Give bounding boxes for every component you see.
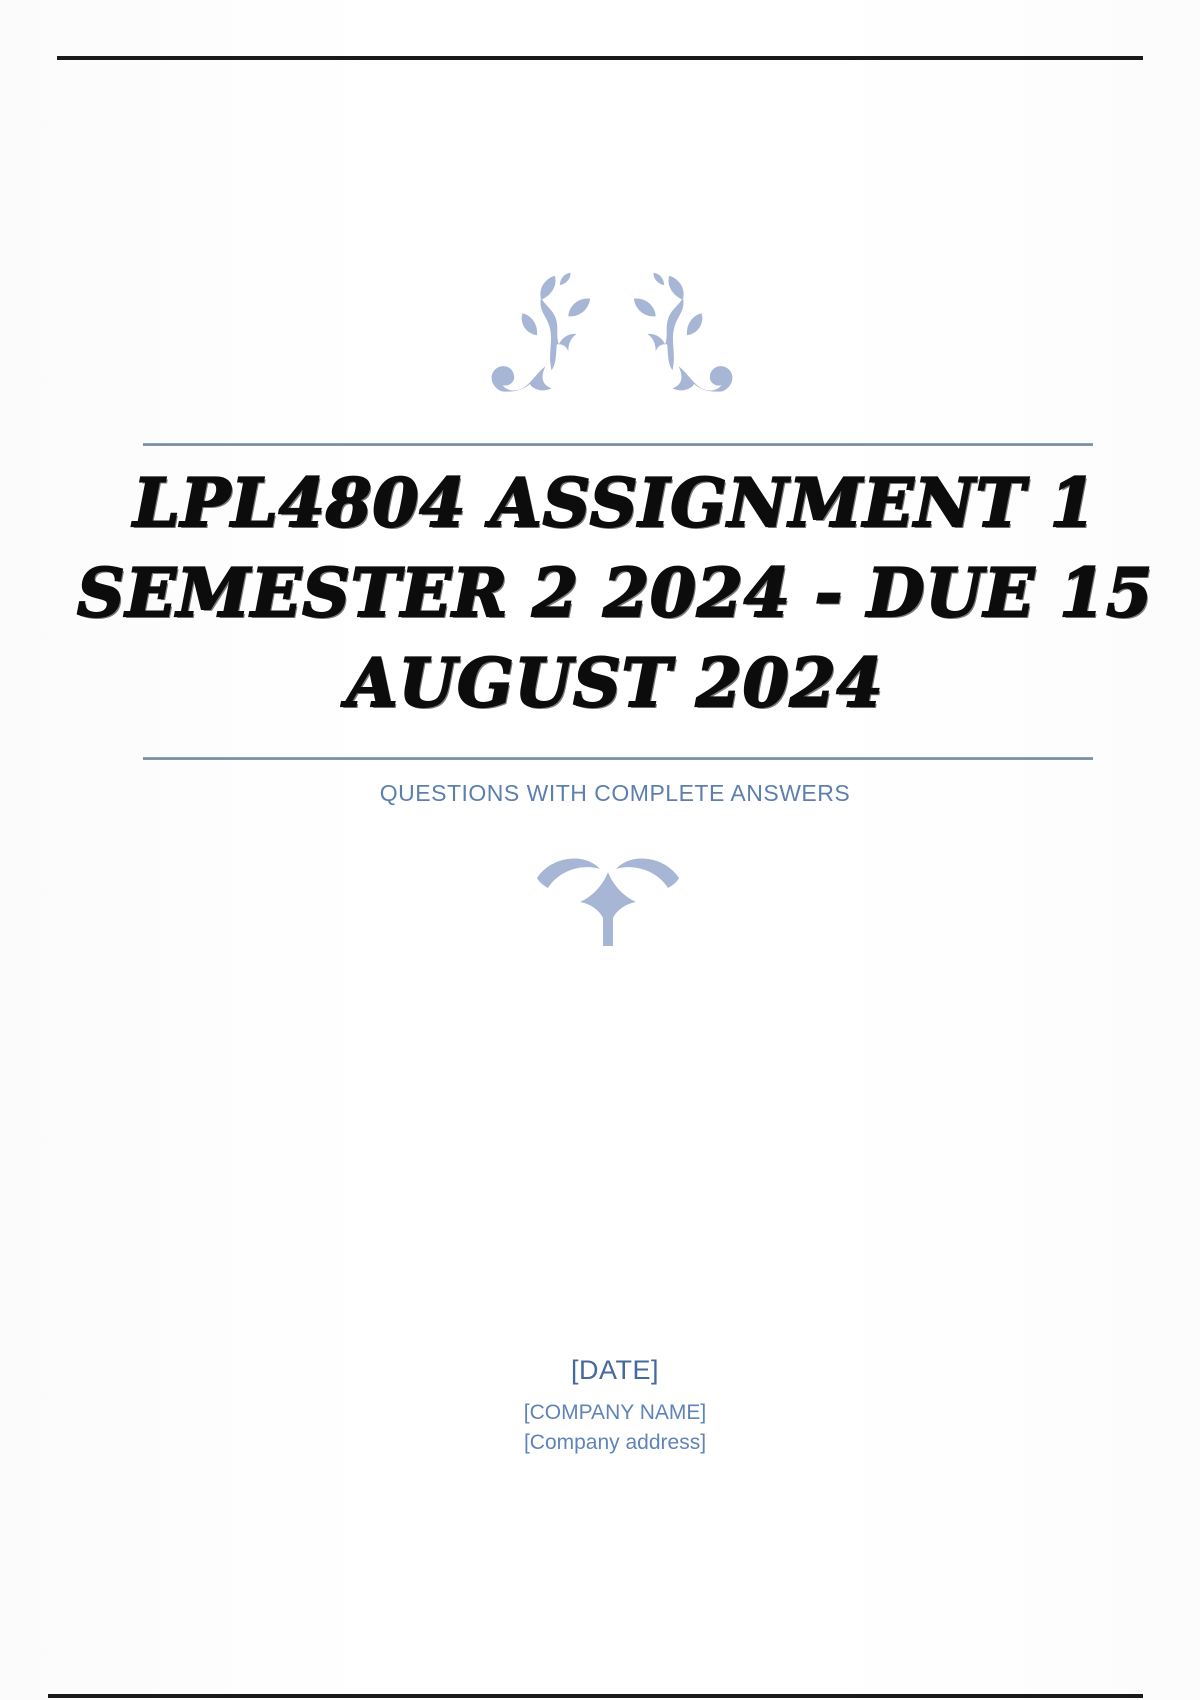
title-line-1: LPL4804 ASSIGNMENT 1 [133,464,1097,542]
title-line-3: AUGUST 2024 [346,644,884,722]
page-frame-top-line [57,56,1143,60]
title-divider-bottom [143,757,1093,760]
company-name-placeholder: [COMPANY NAME] [523,1401,707,1424]
floral-flourish-icon [487,268,737,398]
title-line-2: SEMESTER 2 2024 - DUE 15 [76,554,1154,632]
title-divider-top [143,443,1093,446]
company-address-placeholder: [Company address] [523,1431,707,1454]
date-placeholder: [DATE] [570,1355,659,1385]
company-placeholder-block [15,1398,1200,1458]
document-subtitle: QUESTIONS WITH COMPLETE ANSWERS [379,780,851,806]
page-frame-bottom-line [48,1694,1143,1698]
document-title [15,458,1200,728]
fleuron-icon [533,852,683,948]
